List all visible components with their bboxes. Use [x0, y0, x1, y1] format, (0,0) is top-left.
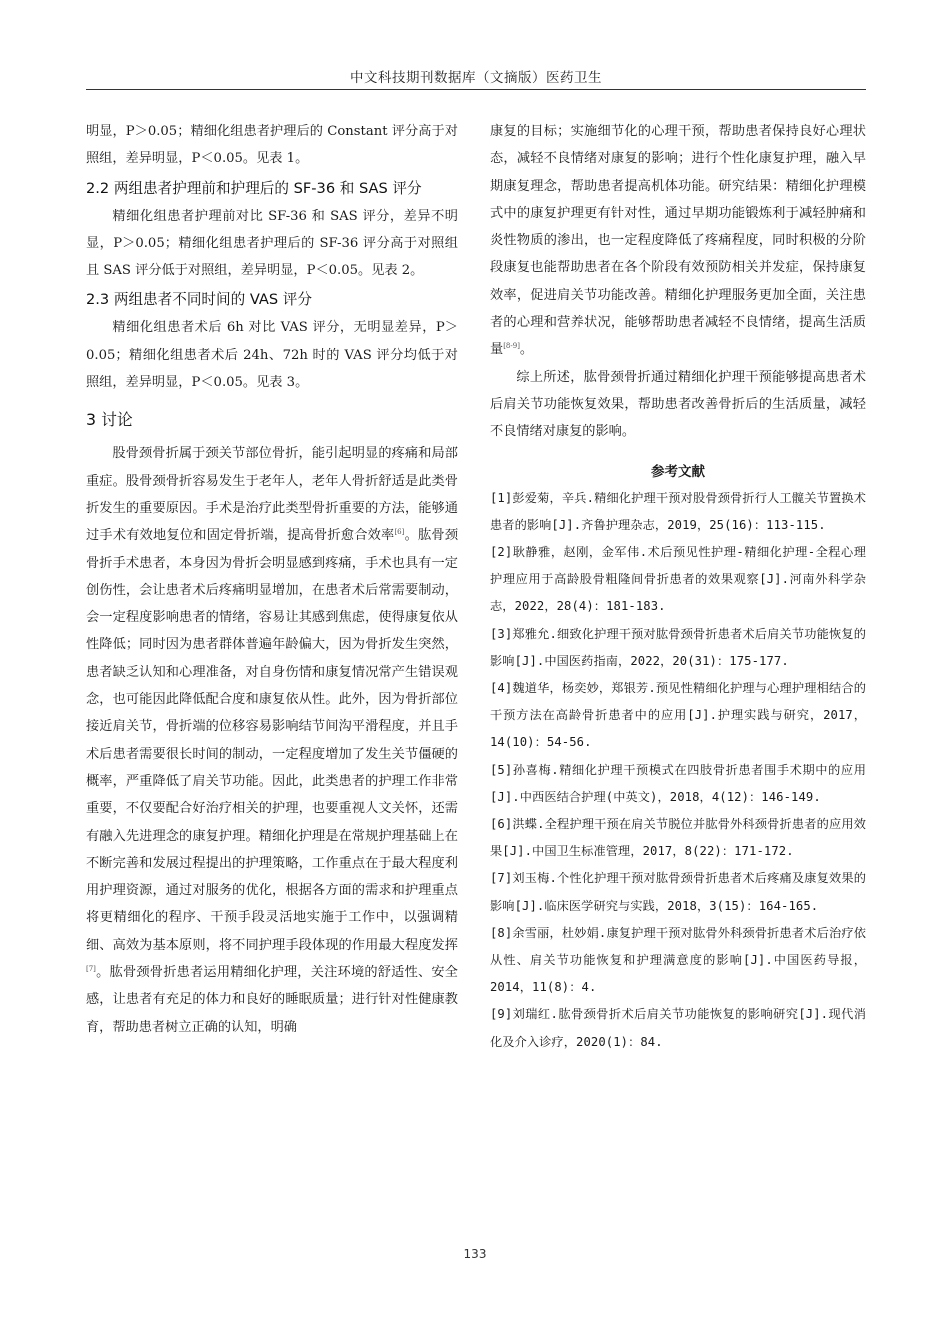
- results-paragraph-vas: 精细化组患者术后 6h 对比 VAS 评分，无明显差异，P＞0.05；精细化组患者术后 24h、72h 时的 VAS 评分均低于对照组，差异明显，P＜0.05。见表 3。: [86, 320, 458, 391]
- reference-item: [5]孙喜梅.精细化护理干预模式在四肢骨折患者围手术期中的应用[J].中西医结合护理(中英文)，2018，4(12)：146-149.: [490, 762, 866, 804]
- reference-item: [4]魏道华，杨奕妙，郑银芳.预见性精细化护理与心理护理相结合的干预方法在高龄骨折患者中的应用[J].护理实践与研究，2017，14(10)：54-56.: [490, 680, 866, 750]
- reference-item: [9]刘瑞红.肱骨颈骨折术后肩关节功能恢复的影响研究[J].现代消化及介入诊疗，2020(1)：84.: [490, 1007, 866, 1049]
- results-paragraph-constant: 明显，P＞0.05；精细化组患者护理后的 Constant 评分高于对照组，差异明显，P＜0.05。见表 1。: [86, 124, 458, 167]
- right-column: [490, 118, 866, 1056]
- discussion-paragraph: 股骨颈骨折属于颈关节部位骨折，能引起明显的疼痛和局部重症。股骨颈骨折容易发生于老年人，老年人骨折舒适是此类骨折发生的重要原因。手术是治疗此类型骨折重要的方法，能够通过手术有效地复位和固定骨折端，提高骨折愈合效率[6]。肱骨颈骨折手术患者，本身因为骨折会明显感到疼痛，手术也具有一定创伤性，会让患者术后疼痛明显增加，在患者术后常需要制动，会一定程度影响患者的情绪，容易让其感到焦虑，使得康复依从性降低；同时因为患者群体普遍年龄偏大，因为骨折发生突然，患者缺乏认知和心理准备，对自身伤情和康复情况常产生错误观念，也可能因此降低配合度和康复依从性。此外，因为骨折部位接近肩关节，骨折端的位移容易影响结节间沟平滑程度，并且手术后患者需要很长时间的制动，一定程度增加了发生关节僵硬的概率，严重降低了肩关节功能。因此，此类患者的护理工作非常重要，不仅要配合好治疗相关的护理，也要重视人文关怀，还需有融入先进理念的康复护理。精细化护理是在常规护理基础上在不断完善和发展过程提出的护理策略，工作重点在于最大程度利用护理资源，通过对服务的优化，根据各方面的需求和护理重点将更精细化的程序、干预手段灵活地实施于工作中，以强调精细、高效为基本原则，将不同护理手段体现的作用最大程度发挥[7]。肱骨颈骨折患者运用精细化护理，关注环境的舒适性、安全感，让患者有充足的体力和良好的睡眠质量；进行针对性健康教育，帮助患者树立正确的认知，明确: [86, 446, 459, 1035]
- reference-item: [1]彭爱菊，辛兵.精细化护理干预对股骨颈骨折行人工髋关节置换术患者的影响[J].齐鲁护理杂志，2019，25(16)：113-115.: [490, 490, 866, 532]
- reference-item: [8]余雪丽，杜妙娟.康复护理干预对肱骨外科颈骨折患者术后治疗依从性、肩关节功能恢复和护理满意度的影响[J].中国医药导报，2014，11(8)：4.: [490, 925, 866, 995]
- left-column: [86, 118, 458, 1041]
- journal-header-title: 中文科技期刊数据库（文摘版）医药卫生: [350, 70, 602, 86]
- conclusion-paragraph: 综上所述，肱骨颈骨折通过精细化护理干预能够提高患者术后肩关节功能恢复效果，帮助患者改善骨折后的生活质量，减轻不良情绪对康复的影响。: [490, 369, 866, 440]
- page-number: 133: [463, 1247, 487, 1261]
- citation-7: [7]: [86, 965, 96, 974]
- section-heading-2-3: 2.3 两组患者不同时间的 VAS 评分: [86, 291, 312, 309]
- citation-6: [6]: [394, 528, 405, 537]
- reference-item: [2]耿静雅，赵刚，金军伟.术后预见性护理-精细化护理-全程心理护理应用于高龄股骨粗隆间骨折患者的效果观察[J].河南外科学杂志，2022，28(4)：181-183.: [490, 544, 866, 614]
- citation-8-9: [8-9]: [503, 342, 520, 351]
- references-list: [490, 485, 866, 1056]
- results-paragraph-sf36-sas: 精细化组患者护理前对比 SF-36 和 SAS 评分，差异不明显，P＞0.05；精细化组患者护理后的 SF-36 评分高于对照组且 SAS 评分低于对照组，差异明显，P＜0.05。见表 2。: [86, 208, 458, 279]
- header-divider: [86, 89, 866, 90]
- reference-item: [7]刘玉梅.个性化护理干预对肱骨颈骨折患者术后疼痛及康复效果的影响[J].临床医学研究与实践，2018，3(15)：164-165.: [490, 871, 866, 913]
- section-heading-2-2: 2.2 两组患者护理前和护理后的 SF-36 和 SAS 评分: [86, 179, 422, 197]
- reference-item: [3]郑雅允.细致化护理干预对肱骨颈骨折患者术后肩关节功能恢复的影响[J].中国医药指南，2022，20(31)：175-177.: [490, 626, 866, 668]
- references-heading: 参考文献: [651, 463, 705, 480]
- section-heading-discussion: 3 讨论: [86, 410, 133, 430]
- discussion-paragraph-continued: 康复的目标；实施细节化的心理干预，帮助患者保持良好心理状态，减轻不良情绪对康复的影响；进行个性化康复护理，融入早期康复理念，帮助患者提高机体功能。研究结果：精细化护理模式中的康复护理更有针对性，通过早期功能锻炼利于减轻肿痛和炎性物质的渗出，也一定程度降低了疼痛程度，同时积极的分阶段康复也能帮助患者在各个阶段有效预防相关并发症，保持康复效率，促进肩关节功能改善。精细化护理服务更加全面，关注患者的心理和营养状况，能够帮助患者减轻不良情绪，提高生活质量[8-9]。: [490, 124, 866, 358]
- reference-item: [6]洪蝶.全程护理干预在肩关节脱位并肱骨外科颈骨折患者的应用效果[J].中国卫生标准管理，2017，8(22)：171-172.: [490, 817, 866, 859]
